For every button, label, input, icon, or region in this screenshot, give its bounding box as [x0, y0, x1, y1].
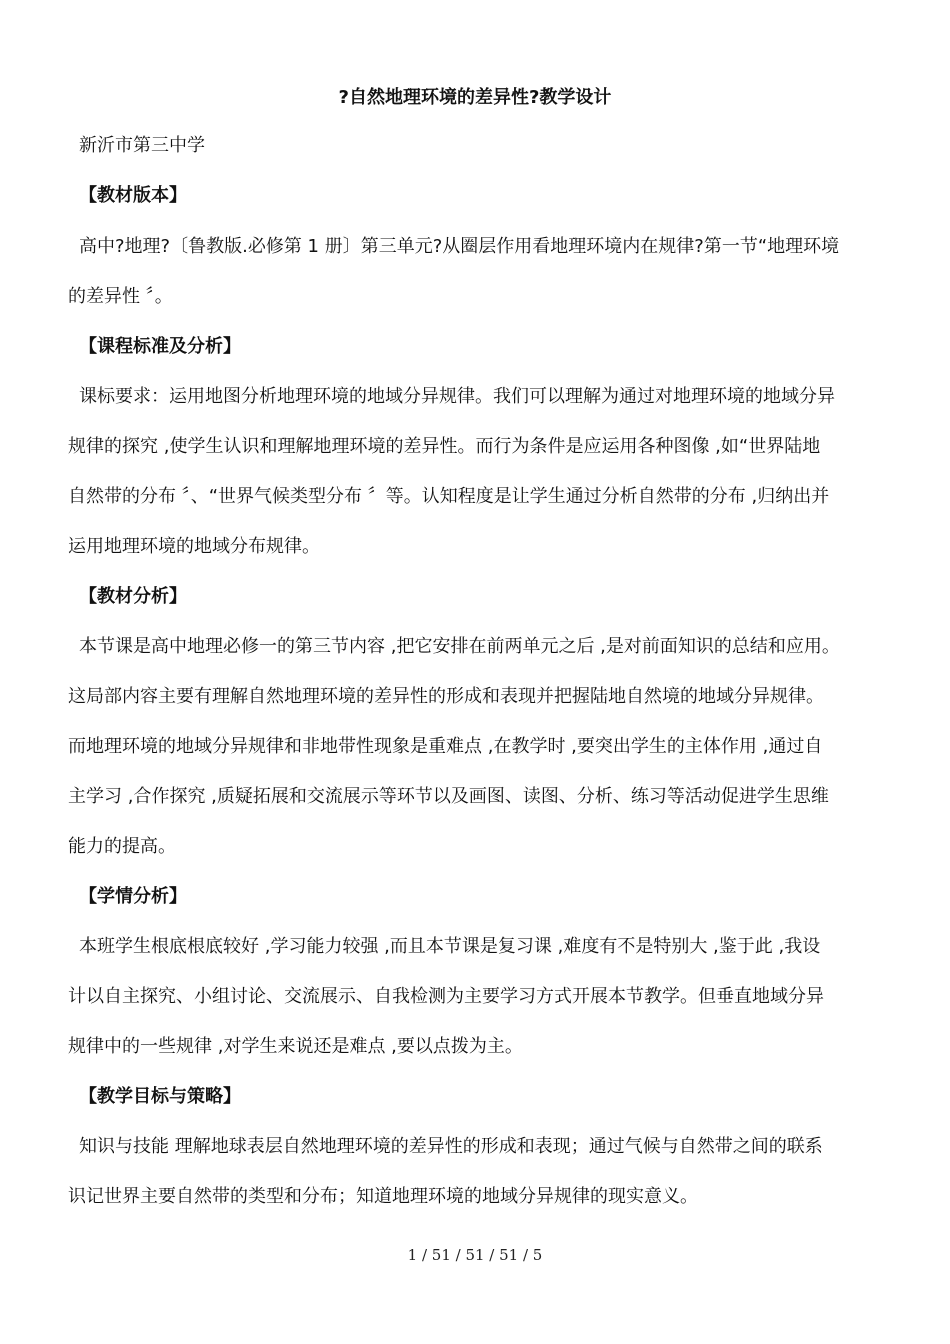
paragraph-line: 自然带的分布 〞、“世界气候类型分布 〞等。认知程度是让学生通过分析自然带的分布 ,归纳出并: [68, 486, 830, 507]
paragraph-line: 计以自主探究、小组讨论、交流展示、自我检测为主要学习方式开展本节教学。但垂直地域分异: [68, 986, 824, 1007]
section-heading-textbook-version: 【教材版本】: [79, 185, 187, 206]
paragraph-line: 能力的提高。: [68, 836, 176, 857]
paragraph-line: 的差异性 〞。: [68, 286, 173, 307]
section-heading-student-analysis: 【学情分析】: [79, 886, 187, 907]
paragraph-line: 知识与技能 理解地球表层自然地理环境的差异性的形成和表现；通过气候与自然带之间的联系: [79, 1136, 823, 1157]
paragraph-line: 主学习 ,合作探究 ,质疑拓展和交流展示等环节以及画图、读图、分析、练习等活动促进学生思维: [68, 786, 829, 807]
section-heading-teaching-goals: 【教学目标与策略】: [79, 1086, 241, 1107]
section-heading-curriculum-standard: 【课程标准及分析】: [79, 336, 241, 357]
paragraph-line: 而地理环境的地域分异规律和非地带性现象是重难点 ,在教学时 ,要突出学生的主体作用 ,通过自: [68, 736, 823, 757]
paragraph-line: 规律中的一些规律 ,对学生来说还是难点 ,要以点拨为主。: [68, 1036, 523, 1057]
paragraph-line: 课标要求：运用地图分析地理环境的地域分异规律。我们可以理解为通过对地理环境的地域分异: [79, 386, 835, 407]
paragraph-line: 运用地理环境的地域分布规律。: [68, 536, 320, 557]
paragraph-line: 识记世界主要自然带的类型和分布；知道地理环境的地域分异规律的现实意义。: [68, 1186, 698, 1207]
document-title: ?自然地理环境的差异性?教学设计: [338, 87, 612, 108]
paragraph-line: 本节课是高中地理必修一的第三节内容 ,把它安排在前两单元之后 ,是对前面知识的总结和应用。: [79, 636, 840, 657]
paragraph-line: 高中?地理?〔鲁教版.必修第 1 册〕第三单元?从圈层作用看地理环境内在规律?第一节“地理环境: [79, 236, 840, 257]
school-name: 新沂市第三中学: [79, 135, 205, 156]
paragraph-line: 这局部内容主要有理解自然地理环境的差异性的形成和表现并把握陆地自然境的地域分异规律。: [68, 686, 824, 707]
paragraph-line: 本班学生根底根底较好 ,学习能力较强 ,而且本节课是复习课 ,难度有不是特别大 ,鉴于此 ,我设: [79, 936, 821, 957]
section-heading-textbook-analysis: 【教材分析】: [79, 586, 187, 607]
paragraph-line: 规律的探究 ,使学生认识和理解地理环境的差异性。而行为条件是应运用各种图像 ,如“世界陆地: [68, 436, 821, 457]
page-number: 1 / 51 / 51 / 51 / 5: [407, 1246, 543, 1264]
